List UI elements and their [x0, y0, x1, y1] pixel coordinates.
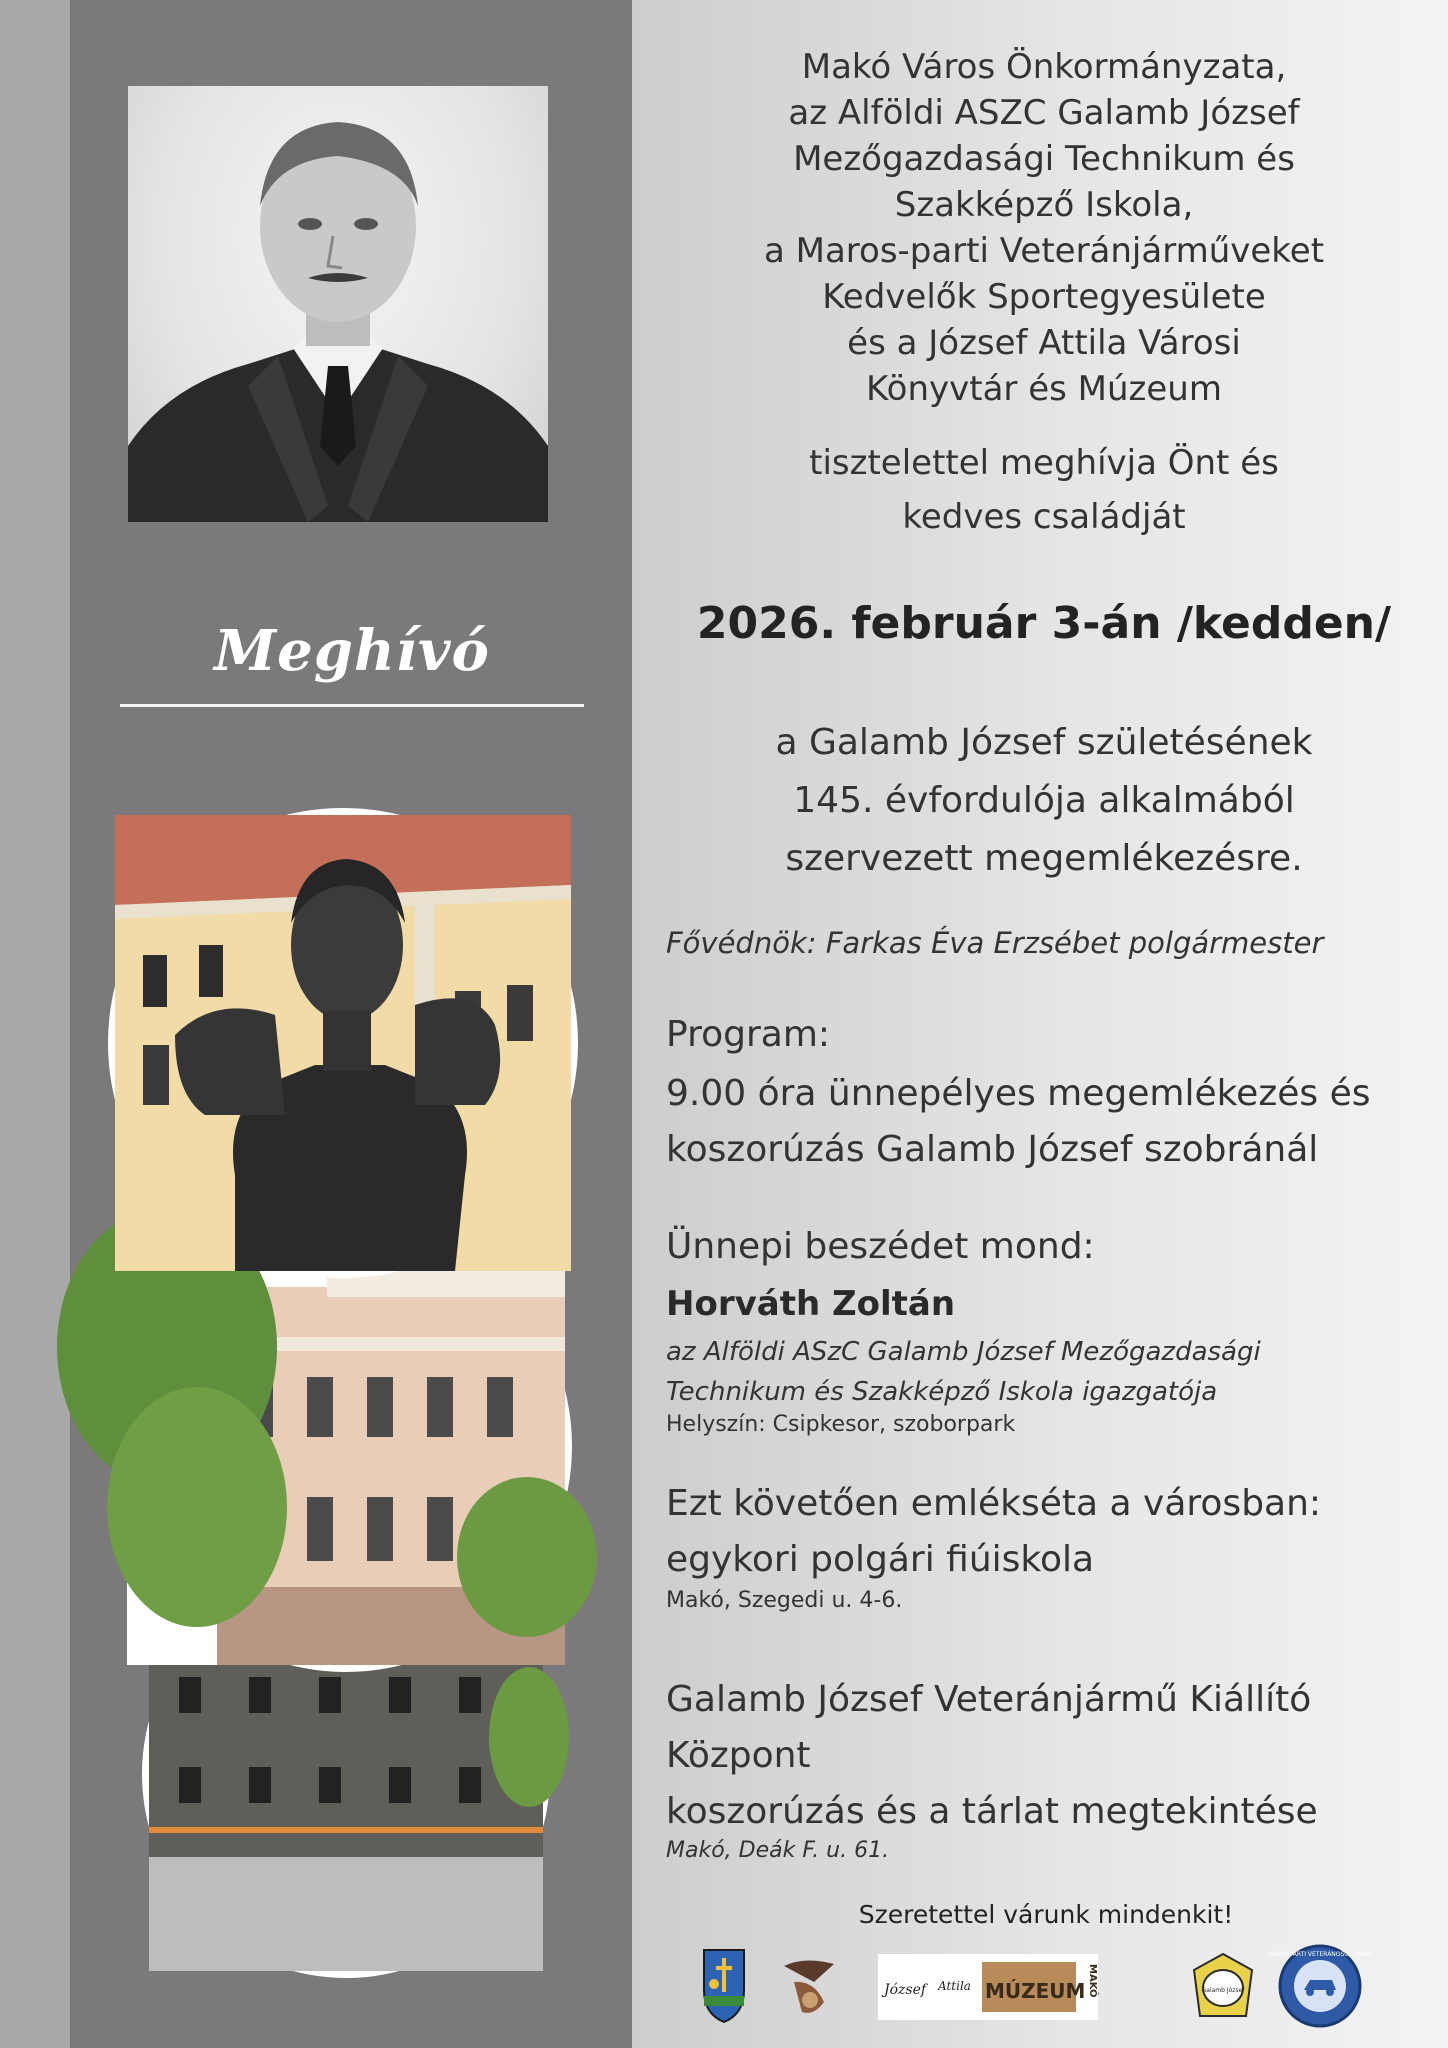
logo-muzeum-text: MÚZEUM — [985, 1979, 1086, 2003]
program-line: 9.00 óra ünnepélyes megemlékezés és — [666, 1073, 1371, 1114]
organizer-line: a Maros-parti Veteránjárműveket — [763, 231, 1325, 271]
sponsor-logos — [700, 1944, 1430, 2034]
closing-line: Szeretettel várunk mindenkit! — [858, 1900, 1234, 1929]
walk-line: Ezt követően emlékséta a városban: — [666, 1483, 1322, 1524]
logo-mako-text: MAKÓ — [1087, 1964, 1098, 1998]
city-coat-of-arms-logo — [700, 1944, 748, 2024]
maros-veterans-club-logo — [1267, 1944, 1373, 2028]
exhibition-line: Galamb József Veteránjármű Kiállító — [666, 1679, 1312, 1720]
organizer-line: és a József Attila Városi — [847, 323, 1241, 363]
invite-line: kedves családját — [902, 497, 1186, 537]
left-edge-strip — [0, 0, 70, 2048]
exhibition-address: Makó, Deák F. u. 61. — [666, 1838, 890, 1863]
galamb-jozsef-badge-logo — [1190, 1950, 1256, 2022]
patron-line: Fővédnök: Farkas Éva Erzsébet polgármester — [666, 926, 1324, 960]
organizer-line: Makó Város Önkormányzata, — [801, 47, 1287, 87]
occasion-block — [664, 714, 1424, 888]
logo-attila-text: Attila — [938, 1979, 971, 1993]
speaker-role-line: Technikum és Szakképző Iskola igazgatója — [666, 1377, 1218, 1407]
speaker-role-line: az Alföldi ASzC Galamb József Mezőgazdasági — [666, 1337, 1261, 1367]
exhibition-block — [666, 1672, 1436, 1840]
speaker-location: Helyszín: Csipkesor, szoborpark — [666, 1412, 1016, 1437]
event-date: 2026. február 3-án /kedden/ — [696, 598, 1392, 649]
club-ring-text: MAROSPARTI VETERÁNOSOK MAKÓ — [1267, 1951, 1373, 1958]
walk-address: Makó, Szegedi u. 4-6. — [666, 1588, 903, 1613]
program-text — [666, 1066, 1436, 1178]
organizers-block — [664, 44, 1424, 412]
portrait-photo — [128, 86, 548, 522]
walk-line: egykori polgári fiúiskola — [666, 1539, 1095, 1580]
invitation-title: Meghívó — [214, 618, 490, 684]
badge-text: Galamb József — [1201, 1987, 1245, 1994]
occasion-line: 145. évfordulója alkalmából — [793, 780, 1295, 821]
library-museum-logo — [878, 1954, 1098, 2020]
occasion-line: a Galamb József születésének — [775, 722, 1313, 763]
school-emblem-logo — [774, 1952, 844, 2022]
organizer-line: Mezőgazdasági Technikum és — [793, 139, 1295, 179]
walk-block — [666, 1476, 1436, 1588]
invite-line: tisztelettel meghívja Önt és — [809, 443, 1279, 483]
speaker-heading: Ünnepi beszédet mond: — [666, 1226, 1095, 1267]
exhibition-line: Központ — [666, 1735, 811, 1776]
speaker-name: Horváth Zoltán — [666, 1284, 956, 1324]
statue-photo — [108, 808, 578, 1278]
logo-jozsef-text: József — [884, 1982, 927, 1998]
organizer-line: Kedvelők Sportegyesülete — [822, 277, 1266, 317]
program-heading: Program: — [666, 1014, 831, 1055]
occasion-line: szervezett megemlékezésre. — [785, 838, 1303, 879]
exhibition-line: koszorúzás és a tárlat megtekintése — [666, 1791, 1318, 1832]
organizer-line: az Alföldi ASZC Galamb József — [788, 93, 1300, 133]
speaker-role — [666, 1332, 1436, 1412]
invite-block — [664, 436, 1424, 544]
program-line: koszorúzás Galamb József szobránál — [666, 1129, 1319, 1170]
school-building-photo — [120, 1220, 572, 1672]
organizer-line: Szakképző Iskola, — [894, 185, 1194, 225]
title-divider — [120, 704, 584, 707]
organizer-line: Könyvtár és Múzeum — [866, 369, 1222, 409]
